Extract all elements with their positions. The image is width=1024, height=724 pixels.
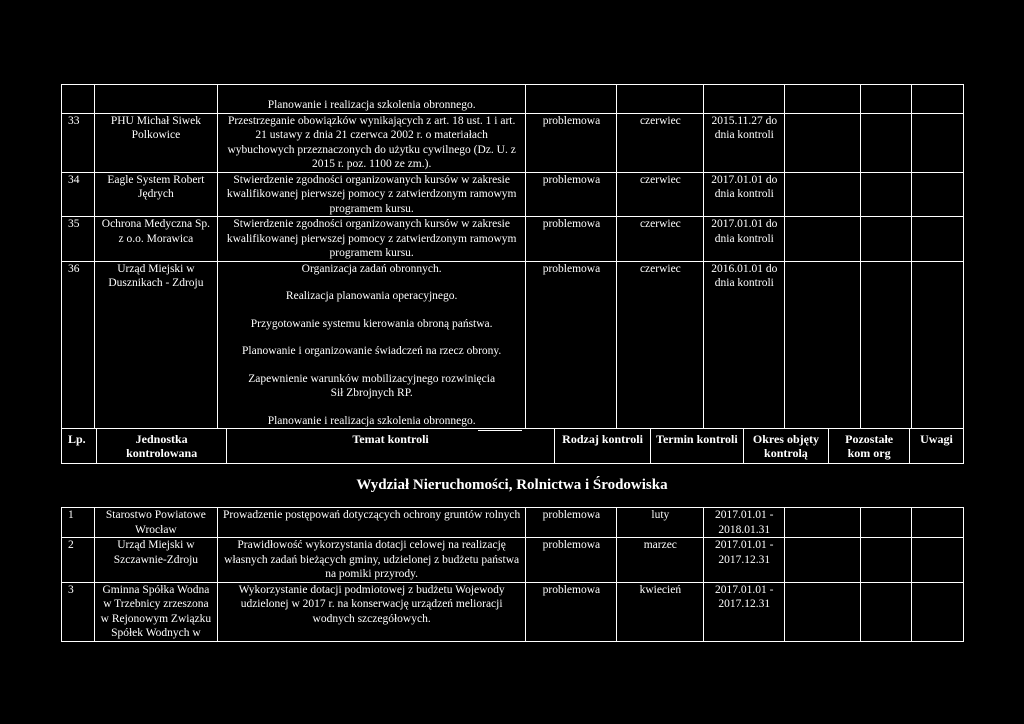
- bottom-control-table: [61, 507, 964, 642]
- term-cell: marzec: [617, 538, 704, 583]
- type-cell: problemowa: [526, 538, 617, 583]
- lp-cell: 33: [62, 113, 95, 172]
- lp-cell: 36: [62, 261, 95, 429]
- type-cell: problemowa: [526, 113, 617, 172]
- table-row: [62, 113, 964, 172]
- unit-cell: Eagle System Robert Jędrych: [94, 172, 217, 217]
- table-row: [62, 85, 964, 114]
- lp-cell: 2: [62, 538, 95, 583]
- unit-cell: Urząd Miejski w Dusznikach - Zdroju: [94, 261, 217, 429]
- term-cell: czerwiec: [617, 113, 704, 172]
- lp-cell: 34: [62, 172, 95, 217]
- topic-cell: Stwierdzenie zgodności organizowanych kursów w zakresie kwalifikowanej pierwszej pomocy z zatwierdzonym ramowym programem kursu.: [217, 217, 526, 262]
- term-cell: luty: [617, 508, 704, 538]
- table-row: [62, 508, 964, 538]
- period-cell: 2017.01.01 - 2018.01.31: [704, 508, 785, 538]
- top-control-table: [61, 84, 964, 429]
- header-row: [62, 429, 964, 464]
- topic-cell: Prowadzenie postępowań dotyczących ochrony gruntów rolnych: [217, 508, 526, 538]
- topic-line: Organizacja zadań obronnych.: [301, 262, 442, 275]
- table-row: [62, 538, 964, 583]
- topic-line: Realizacja planowania operacyjnego.: [285, 290, 458, 302]
- topic-cell: Stwierdzenie zgodności organizowanych kursów w zakresie kwalifikowanej pierwszej pomocy z zatwierdzonym ramowym programem kursu.: [217, 172, 526, 217]
- lp-cell: 35: [62, 217, 95, 262]
- header-other: Pozostałe kom org: [829, 429, 910, 464]
- topic-line: Przygotowanie systemu kierowania obroną państwa.: [250, 317, 493, 330]
- term-cell: czerwiec: [617, 172, 704, 217]
- lp-cell: 1: [62, 508, 95, 538]
- lp-cell: 3: [62, 582, 95, 641]
- unit-cell: Urząd Miejski w Szczawnie-Zdroju: [94, 538, 217, 583]
- period-cell: 2016.01.01 do dnia kontroli: [704, 261, 785, 429]
- header-notes: Uwagi: [909, 429, 963, 464]
- topic-cell: [217, 261, 526, 429]
- header-period: Okres objęty kontrolą: [743, 429, 829, 464]
- period-cell: 2017.01.01 do dnia kontroli: [704, 172, 785, 217]
- topic-cell: Prawidłowość wykorzystania dotacji celowej na realizację własnych zadań bieżących gminy, udzielonej z budżetu państwa na pomiki przyrody.: [217, 538, 526, 583]
- section-title: Wydział Nieruchomości, Rolnictwa i Środowiska: [356, 477, 668, 493]
- topic-cell: Wykorzystanie dotacji podmiotowej z budżetu Wojewody udzielonej w 2017 r. na konserwację urządzeń melioracji wodnych szczegółowych.: [217, 582, 526, 641]
- unit-cell: Gminna Spółka Wodna w Trzebnicy zrzeszona w Rejonowym Związku Spółek Wodnych w: [94, 582, 217, 641]
- type-cell: problemowa: [526, 582, 617, 641]
- header-lp: Lp.: [62, 429, 97, 464]
- type-cell: problemowa: [526, 172, 617, 217]
- header-term: Termin kontroli: [651, 429, 743, 464]
- topic-cell: Planowanie i realizacja szkolenia obronnego.: [217, 85, 526, 114]
- table-row: [62, 582, 964, 641]
- header-type: Rodzaj kontroli: [554, 429, 650, 464]
- period-cell: 2017.01.01 - 2017.12.31: [704, 538, 785, 583]
- term-cell: kwiecień: [617, 582, 704, 641]
- period-cell: 2017.01.01 - 2017.12.31: [704, 582, 785, 641]
- term-cell: czerwiec: [617, 217, 704, 262]
- topic-line: Planowanie i realizacja szkolenia obronnego.: [267, 414, 476, 427]
- table-row: [62, 217, 964, 262]
- topic-line: Zapewnienie warunków mobilizacyjnego rozwinięcia Sił Zbrojnych RP.: [248, 372, 496, 399]
- unit-cell: PHU Michał Siwek Polkowice: [94, 113, 217, 172]
- term-cell: czerwiec: [617, 261, 704, 429]
- table-row: [62, 172, 964, 217]
- unit-cell: Starostwo Powiatowe Wrocław: [94, 508, 217, 538]
- header-topic: Temat kontroli: [227, 429, 555, 464]
- period-cell: 2015.11.27 do dnia kontroli: [704, 113, 785, 172]
- type-cell: problemowa: [526, 261, 617, 429]
- unit-cell: Ochrona Medyczna Sp. z o.o. Morawica: [94, 217, 217, 262]
- period-cell: 2017.01.01 do dnia kontroli: [704, 217, 785, 262]
- header-unit: Jednostka kontrolowana: [96, 429, 226, 464]
- type-cell: problemowa: [526, 217, 617, 262]
- topic-line: Planowanie i organizowanie świadczeń na rzecz obrony.: [242, 345, 502, 357]
- type-cell: problemowa: [526, 508, 617, 538]
- topic-cell: Przestrzeganie obowiązków wynikających z art. 18 ust. 1 i art. 21 ustawy z dnia 21 czerwca 2002 r. o materiałach wybuchowych przeznaczonych do użytku cywilnego (Dz. U. z 2015 r. poz. 1100 ze zm.).: [217, 113, 526, 172]
- table-row: [62, 261, 964, 429]
- column-header-table: [61, 428, 964, 464]
